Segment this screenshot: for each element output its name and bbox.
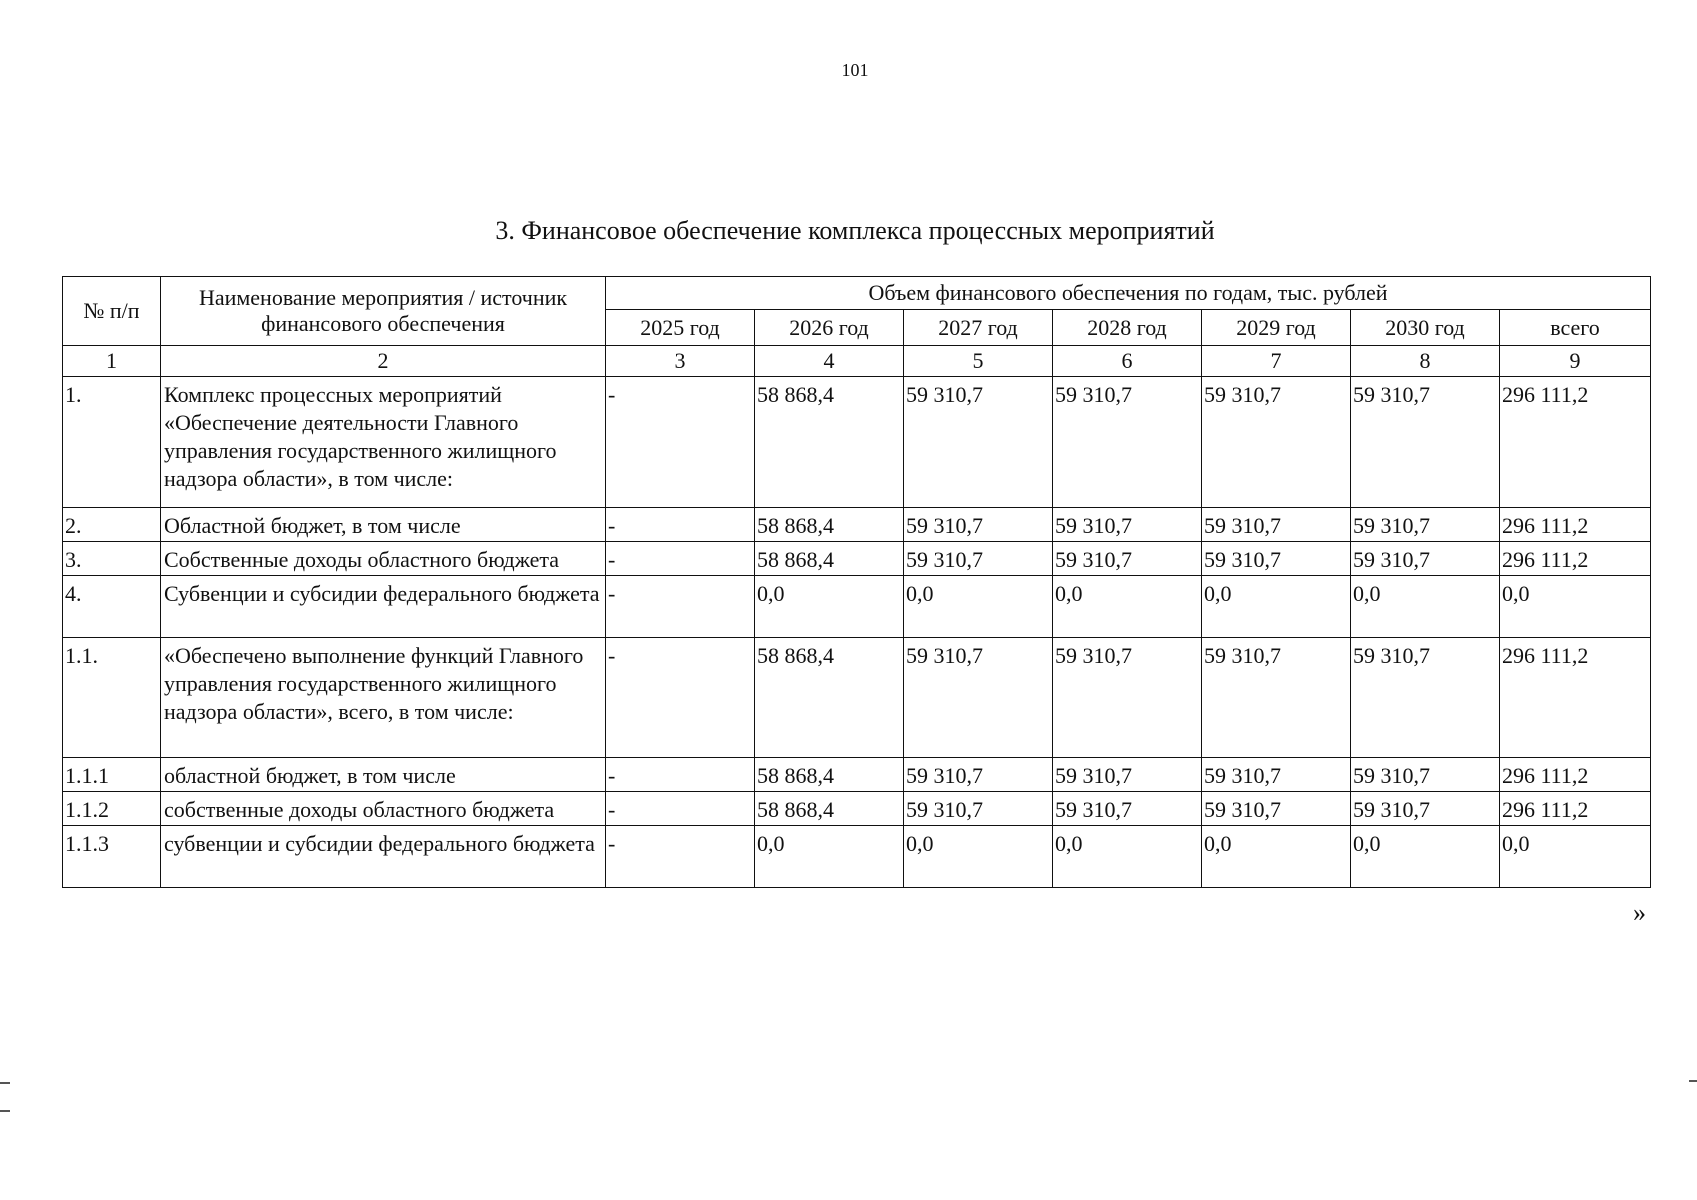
section-title: 3. Финансовое обеспечение комплекса процессных мероприятий [495,216,1215,245]
cell-total: 296 111,2 [1500,638,1651,758]
header-name: Наименование мероприятия / источник финансового обеспечения [161,277,606,346]
row-name: Собственные доходы областного бюджета [161,542,606,576]
cell-2029: 59 310,7 [1202,542,1351,576]
cell-2027: 59 310,7 [904,377,1053,508]
table-row [63,758,1651,792]
row-name: Субвенции и субсидии федерального бюджета [161,576,606,638]
column-index-row [63,346,1651,377]
cell-2030: 59 310,7 [1351,758,1500,792]
cell-total: 0,0 [1500,576,1651,638]
row-name: «Обеспечено выполнение функций Главного управления государственного жилищного надзора области», всего, в том числе: [161,638,606,758]
cell-2030: 59 310,7 [1351,377,1500,508]
table-header [63,277,1651,346]
cell-total: 296 111,2 [1500,758,1651,792]
header-year: 2029 год [1202,310,1351,346]
column-index: 3 [606,346,755,377]
cell-2028: 59 310,7 [1053,758,1202,792]
cell-2026: 58 868,4 [755,758,904,792]
row-num: 4. [63,576,161,638]
table-row [63,826,1651,888]
cell-2029: 59 310,7 [1202,377,1351,508]
column-index: 9 [1500,346,1651,377]
cell-2027: 0,0 [904,826,1053,888]
row-name: областной бюджет, в том числе [161,758,606,792]
closing-quote-mark: » [1633,898,1646,927]
header-total: всего [1500,310,1651,346]
cell-2026: 0,0 [755,826,904,888]
cell-2029: 0,0 [1202,826,1351,888]
cell-2029: 59 310,7 [1202,758,1351,792]
cell-2028: 0,0 [1053,826,1202,888]
cell-2029: 59 310,7 [1202,792,1351,826]
cell-2027: 59 310,7 [904,638,1053,758]
cell-2026: 58 868,4 [755,542,904,576]
scan-edge-mark [0,1082,10,1084]
cell-total: 296 111,2 [1500,542,1651,576]
scan-edge-mark [0,1110,10,1112]
row-num: 1.1.1 [63,758,161,792]
table-row [63,792,1651,826]
cell-2026: 58 868,4 [755,508,904,542]
cell-2030: 0,0 [1351,826,1500,888]
row-num: 1.1.2 [63,792,161,826]
cell-2025: - [606,508,755,542]
column-index: 2 [161,346,606,377]
header-year: 2027 год [904,310,1053,346]
header-year: 2026 год [755,310,904,346]
column-index: 6 [1053,346,1202,377]
cell-2025: - [606,542,755,576]
header-year: 2025 год [606,310,755,346]
cell-2027: 59 310,7 [904,542,1053,576]
column-index: 8 [1351,346,1500,377]
cell-2030: 59 310,7 [1351,792,1500,826]
cell-2026: 58 868,4 [755,792,904,826]
column-index: 1 [63,346,161,377]
row-name: Комплекс процессных мероприятий «Обеспечение деятельности Главного управления государственного жилищного надзора области», в том числе: [161,377,606,508]
row-num: 2. [63,508,161,542]
row-name: собственные доходы областного бюджета [161,792,606,826]
scan-edge-mark [1689,1080,1697,1082]
cell-2025: - [606,792,755,826]
header-volume: Объем финансового обеспечения по годам, тыс. рублей [606,277,1651,310]
cell-2030: 59 310,7 [1351,508,1500,542]
cell-2030: 59 310,7 [1351,542,1500,576]
cell-2028: 59 310,7 [1053,542,1202,576]
cell-2026: 58 868,4 [755,638,904,758]
cell-2025: - [606,377,755,508]
row-name: субвенции и субсидии федерального бюджета [161,826,606,888]
row-num: 1. [63,377,161,508]
row-num: 3. [63,542,161,576]
cell-2029: 59 310,7 [1202,508,1351,542]
cell-2026: 0,0 [755,576,904,638]
row-name: Областной бюджет, в том числе [161,508,606,542]
header-num: № п/п [63,277,161,346]
cell-2027: 0,0 [904,576,1053,638]
cell-2025: - [606,758,755,792]
cell-2028: 59 310,7 [1053,792,1202,826]
cell-total: 296 111,2 [1500,792,1651,826]
financing-table [62,276,1651,888]
cell-2025: - [606,576,755,638]
table-row [63,576,1651,638]
cell-2030: 59 310,7 [1351,638,1500,758]
table-row [63,638,1651,758]
cell-2028: 59 310,7 [1053,508,1202,542]
table-row [63,377,1651,508]
column-index: 5 [904,346,1053,377]
cell-2025: - [606,638,755,758]
page-number: 101 [841,60,869,80]
cell-2027: 59 310,7 [904,758,1053,792]
cell-2029: 59 310,7 [1202,638,1351,758]
cell-2028: 0,0 [1053,576,1202,638]
header-year: 2030 год [1351,310,1500,346]
row-num: 1.1.3 [63,826,161,888]
cell-total: 296 111,2 [1500,508,1651,542]
table-row [63,542,1651,576]
cell-2028: 59 310,7 [1053,377,1202,508]
cell-total: 0,0 [1500,826,1651,888]
cell-2025: - [606,826,755,888]
table-row [63,508,1651,542]
cell-2029: 0,0 [1202,576,1351,638]
header-year: 2028 год [1053,310,1202,346]
row-num: 1.1. [63,638,161,758]
cell-2027: 59 310,7 [904,792,1053,826]
cell-2027: 59 310,7 [904,508,1053,542]
cell-total: 296 111,2 [1500,377,1651,508]
column-index: 4 [755,346,904,377]
cell-2026: 58 868,4 [755,377,904,508]
cell-2030: 0,0 [1351,576,1500,638]
cell-2028: 59 310,7 [1053,638,1202,758]
column-index: 7 [1202,346,1351,377]
